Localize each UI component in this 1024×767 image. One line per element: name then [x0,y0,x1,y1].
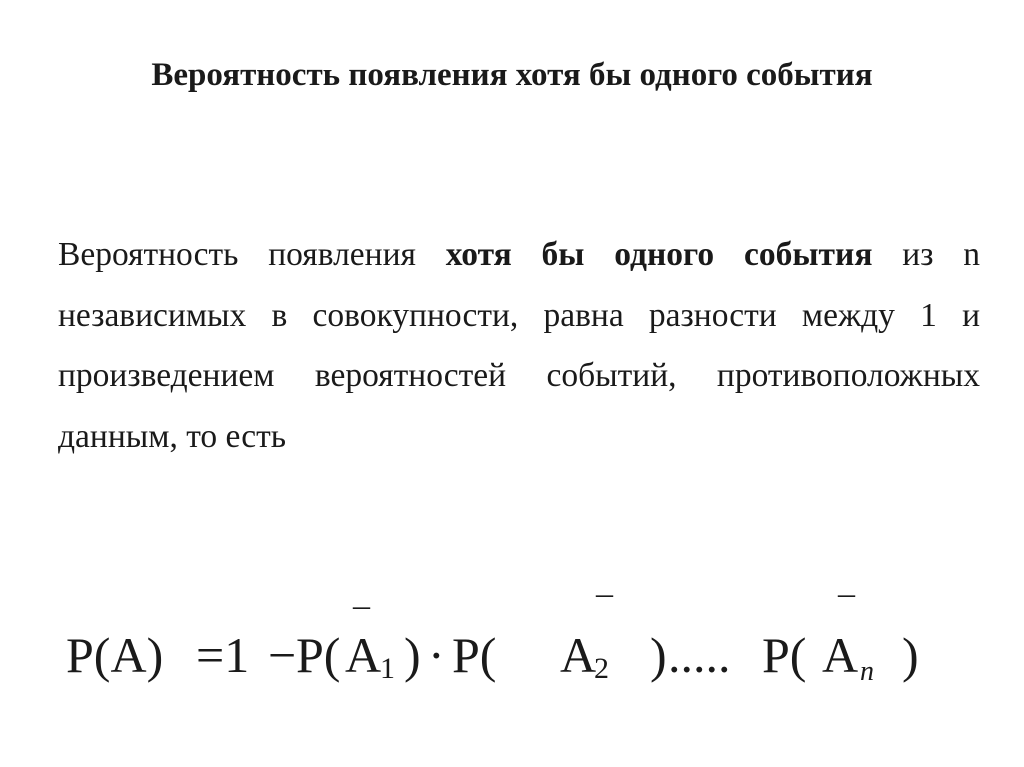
slide-title: Вероятность появления хотя бы одного события [151,57,873,93]
paragraph-rest: из n независимых в совокупности, равна разности между 1 и произведением вероятностей событий, противоположных данным, то есть [58,236,981,455]
formula-equals-one: =1 [196,627,250,683]
formula-a1-subscript: 1 [380,652,395,685]
paragraph-bold-phrase-1: хотя бы одного [445,236,715,273]
formula-minus: − [268,627,297,683]
formula-p1-open: P( [296,627,341,683]
formula-dot: · [428,627,445,683]
formula-an-subscript: n [860,656,874,687]
formula-a2-var: A [560,627,597,683]
formula-ellipsis: ..... [668,627,731,683]
formula-bar-2: – [596,580,613,612]
paragraph-lead: Вероятность появления [58,236,416,273]
formula-bar-n: – [838,580,855,612]
formula-a1-var: A [345,627,382,683]
formula [0,580,1024,720]
formula-p2-open: P( [452,627,497,683]
formula-p1-close: ) [404,627,421,683]
formula-an-var: A [822,627,859,683]
formula-a2-subscript: 2 [594,652,609,685]
formula-p2-close: ) [650,627,667,683]
formula-pn-open: P( [762,627,807,683]
definition-paragraph [58,225,980,467]
paragraph-bold-phrase-2: события [744,236,873,273]
formula-bar-1: – [353,587,370,624]
formula-lhs: P(A) [66,627,164,683]
formula-pn-close: ) [902,627,919,683]
